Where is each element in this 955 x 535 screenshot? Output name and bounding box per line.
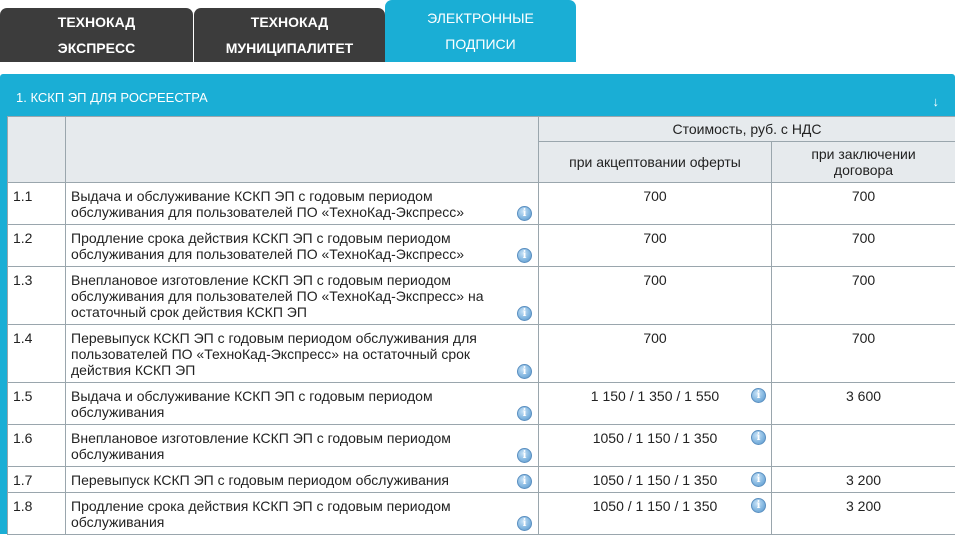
- header-offer: при акцептовании оферты: [539, 142, 772, 183]
- offer-price: 1050 / 1 150 / 1 350: [593, 472, 718, 488]
- tab-technokad-municipality[interactable]: [194, 8, 385, 62]
- info-icon[interactable]: i: [517, 474, 532, 489]
- table-row: [8, 183, 955, 225]
- tab-label: ЭЛЕКТРОННЫЕ: [385, 5, 576, 31]
- header-number: [8, 117, 66, 183]
- contract-price: 3 600: [772, 383, 955, 425]
- contract-price: 3 200: [772, 493, 955, 535]
- row-description-cell: [66, 267, 539, 325]
- offer-price: 1 150 / 1 350 / 1 550: [591, 388, 719, 404]
- row-description: Выдача и обслуживание КСКП ЭП с годовым периодом обслуживания: [71, 388, 433, 420]
- table-row: [8, 493, 955, 535]
- row-description-cell: [66, 425, 539, 467]
- offer-price-cell: [539, 267, 772, 325]
- row-description: Внеплановое изготовление КСКП ЭП с годовым периодом обслуживания: [71, 430, 451, 462]
- tab-label: ЭКСПРЕСС: [0, 35, 193, 61]
- contract-price: 3 200: [772, 467, 955, 493]
- offer-price-cell: [539, 425, 772, 467]
- row-number: 1.1: [8, 183, 66, 225]
- row-description-cell: [66, 383, 539, 425]
- row-description: Продление срока действия КСКП ЭП с годовым периодом обслуживания: [71, 498, 451, 530]
- table-row: [8, 225, 955, 267]
- offer-price-cell: [539, 493, 772, 535]
- offer-price: 700: [643, 188, 666, 204]
- section-panel: [0, 74, 955, 534]
- table-row: [8, 325, 955, 383]
- info-icon[interactable]: i: [517, 248, 532, 263]
- contract-price: 700: [772, 325, 955, 383]
- row-description-cell: [66, 325, 539, 383]
- info-icon[interactable]: i: [517, 206, 532, 221]
- row-number: 1.5: [8, 383, 66, 425]
- row-description-cell: [66, 493, 539, 535]
- info-icon[interactable]: i: [751, 472, 766, 487]
- offer-price: 1050 / 1 150 / 1 350: [593, 498, 718, 514]
- contract-price: 700: [772, 183, 955, 225]
- offer-price-cell: [539, 225, 772, 267]
- tab-technokad-express[interactable]: [0, 8, 193, 62]
- row-number: 1.7: [8, 467, 66, 493]
- row-description: Продление срока действия КСКП ЭП с годовым периодом обслуживания для пользователей ПО «ТехноКад-Экспресс»: [71, 230, 464, 262]
- offer-price-cell: [539, 325, 772, 383]
- offer-price-cell: [539, 183, 772, 225]
- offer-price: 700: [643, 272, 666, 288]
- row-description: Перевыпуск КСКП ЭП с годовым периодом обслуживания для пользователей ПО «ТехноКад-Экспресс» на остаточный срок действия КСКП ЭП: [71, 330, 477, 378]
- info-icon[interactable]: i: [517, 406, 532, 421]
- info-icon[interactable]: i: [517, 306, 532, 321]
- row-description: Внеплановое изготовление КСКП ЭП с годовым периодом обслуживания для пользователей ПО «ТехноКад-Экспресс» на остаточный срок действия КСКП ЭП: [71, 272, 483, 320]
- info-icon[interactable]: i: [751, 388, 766, 403]
- row-description-cell: [66, 183, 539, 225]
- tab-label: МУНИЦИПАЛИТЕТ: [194, 35, 385, 61]
- table-row: [8, 383, 955, 425]
- row-description: Перевыпуск КСКП ЭП с годовым периодом обслуживания: [71, 472, 449, 488]
- tab-bar: [0, 0, 955, 62]
- price-table: [7, 116, 955, 535]
- row-description-cell: [66, 467, 539, 493]
- info-icon[interactable]: i: [517, 448, 532, 463]
- offer-price: 1050 / 1 150 / 1 350: [593, 430, 718, 446]
- row-number: 1.3: [8, 267, 66, 325]
- info-icon[interactable]: i: [517, 516, 532, 531]
- arrow-down-icon[interactable]: ↓: [933, 94, 940, 109]
- offer-price: 700: [643, 330, 666, 346]
- tab-label: ТЕХНОКАД: [0, 9, 193, 35]
- header-price: Стоимость, руб. с НДС: [539, 117, 955, 142]
- table-row: [8, 467, 955, 493]
- row-number: 1.8: [8, 493, 66, 535]
- offer-price-cell: [539, 383, 772, 425]
- row-number: 1.6: [8, 425, 66, 467]
- section-header[interactable]: [0, 74, 955, 116]
- info-icon[interactable]: i: [751, 430, 766, 445]
- header-description: [66, 117, 539, 183]
- contract-price: 700: [772, 225, 955, 267]
- row-description: Выдача и обслуживание КСКП ЭП с годовым периодом обслуживания для пользователей ПО «ТехноКад-Экспресс»: [71, 188, 464, 220]
- contract-price: [772, 425, 955, 467]
- contract-price: 700: [772, 267, 955, 325]
- table-row: [8, 267, 955, 325]
- section-title: 1. КСКП ЭП ДЛЯ РОСРЕЕСТРА: [16, 90, 208, 105]
- info-icon[interactable]: i: [517, 364, 532, 379]
- row-description-cell: [66, 225, 539, 267]
- table-row: [8, 425, 955, 467]
- row-number: 1.4: [8, 325, 66, 383]
- offer-price: 700: [643, 230, 666, 246]
- row-number: 1.2: [8, 225, 66, 267]
- tab-label: ПОДПИСИ: [385, 31, 576, 57]
- info-icon[interactable]: i: [751, 498, 766, 513]
- tab-label: ТЕХНОКАД: [194, 9, 385, 35]
- tab-electronic-signatures[interactable]: [385, 0, 576, 62]
- offer-price-cell: [539, 467, 772, 493]
- header-contract: при заключении договора: [772, 142, 955, 183]
